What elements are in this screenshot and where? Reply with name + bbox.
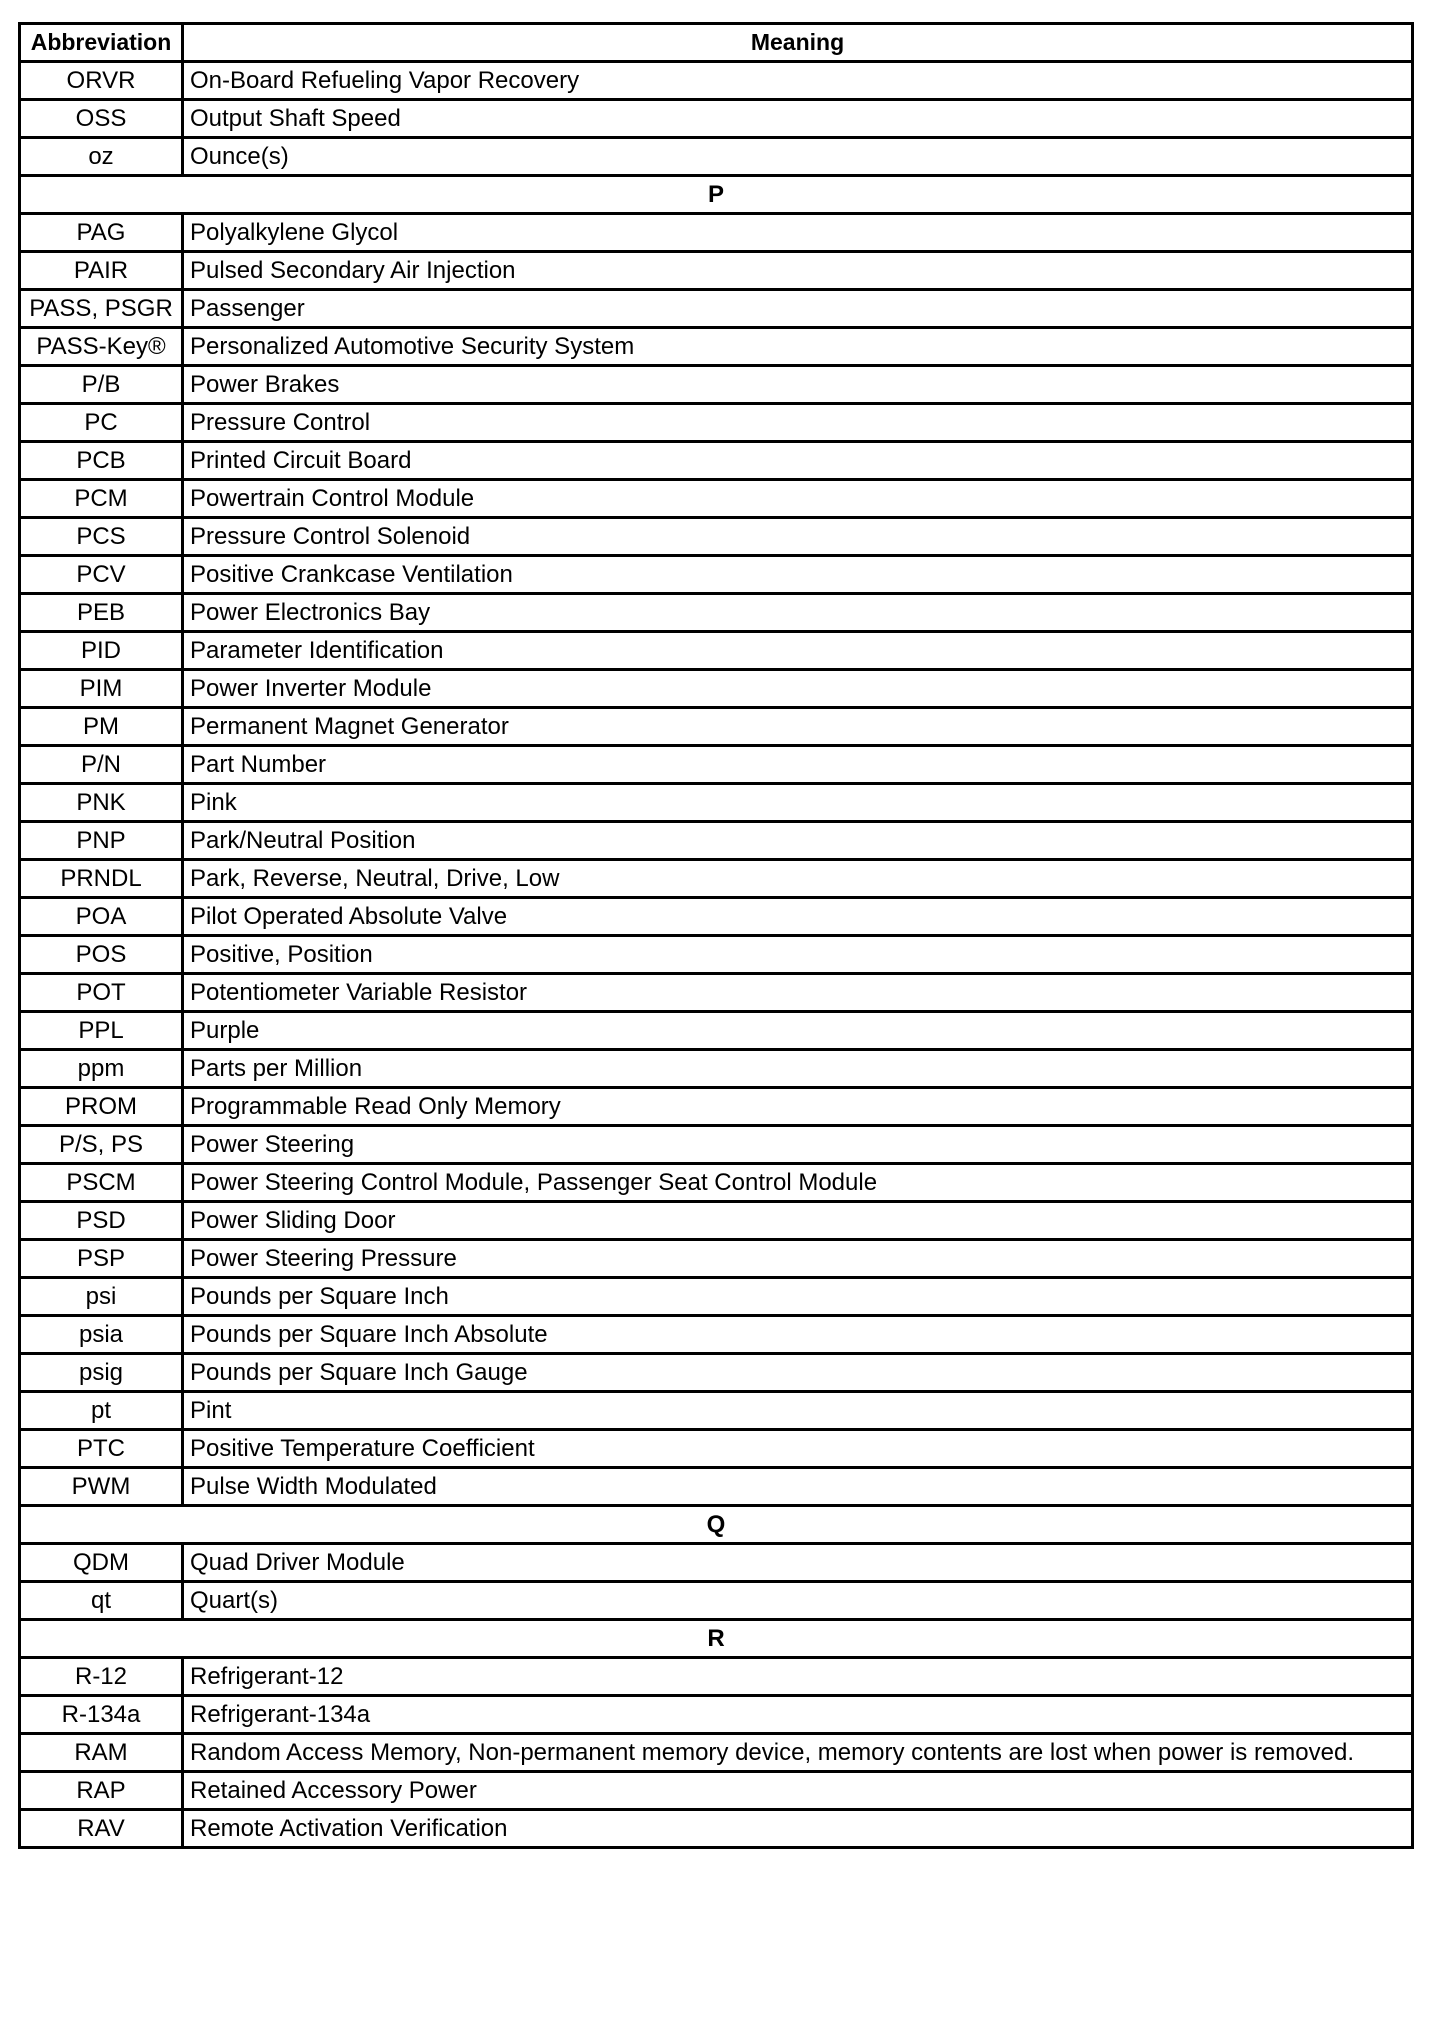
- column-header-meaning: Meaning: [183, 24, 1413, 62]
- table-row: [20, 974, 1413, 1012]
- meaning-cell: Parameter Identification: [183, 632, 1413, 670]
- abbreviation-cell: PTC: [20, 1430, 183, 1468]
- table-row: [20, 1088, 1413, 1126]
- abbreviation-cell: R-134a: [20, 1696, 183, 1734]
- meaning-cell: Quart(s): [183, 1582, 1413, 1620]
- abbreviation-cell: RAM: [20, 1734, 183, 1772]
- section-header-row: [20, 176, 1413, 214]
- table-row: [20, 100, 1413, 138]
- abbreviations-table: [18, 22, 1414, 1849]
- abbreviation-cell: PSCM: [20, 1164, 183, 1202]
- abbreviation-cell: PIM: [20, 670, 183, 708]
- meaning-cell: Park, Reverse, Neutral, Drive, Low: [183, 860, 1413, 898]
- header-row: [20, 24, 1413, 62]
- table-row: [20, 784, 1413, 822]
- table-row: [20, 822, 1413, 860]
- abbreviation-cell: P/S, PS: [20, 1126, 183, 1164]
- meaning-cell: Pressure Control Solenoid: [183, 518, 1413, 556]
- table-row: [20, 556, 1413, 594]
- meaning-cell: Output Shaft Speed: [183, 100, 1413, 138]
- table-row: [20, 1430, 1413, 1468]
- abbreviation-cell: PCV: [20, 556, 183, 594]
- section-header-row: [20, 1620, 1413, 1658]
- table-row: [20, 1658, 1413, 1696]
- table-row: [20, 860, 1413, 898]
- table-row: [20, 1126, 1413, 1164]
- meaning-cell: Pulse Width Modulated: [183, 1468, 1413, 1506]
- meaning-cell: Power Steering: [183, 1126, 1413, 1164]
- abbreviation-cell: PCB: [20, 442, 183, 480]
- abbreviation-cell: PAG: [20, 214, 183, 252]
- abbreviation-cell: PSD: [20, 1202, 183, 1240]
- meaning-cell: Pounds per Square Inch Absolute: [183, 1316, 1413, 1354]
- meaning-cell: Printed Circuit Board: [183, 442, 1413, 480]
- meaning-cell: Ounce(s): [183, 138, 1413, 176]
- abbreviation-cell: RAP: [20, 1772, 183, 1810]
- table-row: [20, 670, 1413, 708]
- section-header-row: [20, 1506, 1413, 1544]
- section-letter: R: [20, 1620, 1413, 1658]
- table-row: [20, 1202, 1413, 1240]
- table-row: [20, 480, 1413, 518]
- meaning-cell: Power Electronics Bay: [183, 594, 1413, 632]
- table-row: [20, 1544, 1413, 1582]
- abbreviation-cell: PPL: [20, 1012, 183, 1050]
- table-row: [20, 404, 1413, 442]
- meaning-cell: Positive Temperature Coefficient: [183, 1430, 1413, 1468]
- abbreviation-cell: PWM: [20, 1468, 183, 1506]
- table-row: [20, 252, 1413, 290]
- meaning-cell: Positive Crankcase Ventilation: [183, 556, 1413, 594]
- meaning-cell: Refrigerant-134a: [183, 1696, 1413, 1734]
- table-row: [20, 632, 1413, 670]
- meaning-cell: Remote Activation Verification: [183, 1810, 1413, 1848]
- table-row: [20, 1734, 1413, 1772]
- meaning-cell: Parts per Million: [183, 1050, 1413, 1088]
- table-row: [20, 442, 1413, 480]
- abbreviation-cell: ppm: [20, 1050, 183, 1088]
- table-row: [20, 1012, 1413, 1050]
- meaning-cell: Potentiometer Variable Resistor: [183, 974, 1413, 1012]
- meaning-cell: Power Inverter Module: [183, 670, 1413, 708]
- abbreviation-cell: PNP: [20, 822, 183, 860]
- abbreviation-cell: PNK: [20, 784, 183, 822]
- table-row: [20, 1772, 1413, 1810]
- abbreviation-cell: POA: [20, 898, 183, 936]
- abbreviation-cell: PAIR: [20, 252, 183, 290]
- table-row: [20, 1810, 1413, 1848]
- meaning-cell: Pilot Operated Absolute Valve: [183, 898, 1413, 936]
- meaning-cell: Power Steering Control Module, Passenger Seat Control Module: [183, 1164, 1413, 1202]
- table-row: [20, 708, 1413, 746]
- meaning-cell: Pressure Control: [183, 404, 1413, 442]
- meaning-cell: Purple: [183, 1012, 1413, 1050]
- abbreviation-cell: RAV: [20, 1810, 183, 1848]
- meaning-cell: Power Brakes: [183, 366, 1413, 404]
- abbreviation-cell: PID: [20, 632, 183, 670]
- abbreviation-cell: PASS, PSGR: [20, 290, 183, 328]
- table-row: [20, 1278, 1413, 1316]
- table-row: [20, 594, 1413, 632]
- abbreviation-cell: pt: [20, 1392, 183, 1430]
- abbreviation-cell: POS: [20, 936, 183, 974]
- meaning-cell: Pounds per Square Inch: [183, 1278, 1413, 1316]
- table-body: [20, 62, 1413, 1848]
- meaning-cell: Quad Driver Module: [183, 1544, 1413, 1582]
- meaning-cell: Programmable Read Only Memory: [183, 1088, 1413, 1126]
- abbreviation-cell: PROM: [20, 1088, 183, 1126]
- table-row: [20, 328, 1413, 366]
- meaning-cell: Part Number: [183, 746, 1413, 784]
- abbreviation-cell: psig: [20, 1354, 183, 1392]
- table-row: [20, 290, 1413, 328]
- meaning-cell: Pounds per Square Inch Gauge: [183, 1354, 1413, 1392]
- table-row: [20, 1164, 1413, 1202]
- abbreviation-cell: qt: [20, 1582, 183, 1620]
- section-letter: Q: [20, 1506, 1413, 1544]
- abbreviation-cell: PASS-Key®: [20, 328, 183, 366]
- table-row: [20, 1696, 1413, 1734]
- table-row: [20, 1316, 1413, 1354]
- abbreviation-cell: PC: [20, 404, 183, 442]
- abbreviation-cell: PCS: [20, 518, 183, 556]
- abbreviation-cell: P/B: [20, 366, 183, 404]
- abbreviation-cell: ORVR: [20, 62, 183, 100]
- abbreviation-cell: P/N: [20, 746, 183, 784]
- table-row: [20, 1050, 1413, 1088]
- abbreviation-cell: PEB: [20, 594, 183, 632]
- table-row: [20, 1582, 1413, 1620]
- table-row: [20, 138, 1413, 176]
- table-row: [20, 936, 1413, 974]
- abbreviation-cell: PCM: [20, 480, 183, 518]
- abbreviation-cell: oz: [20, 138, 183, 176]
- meaning-cell: Powertrain Control Module: [183, 480, 1413, 518]
- meaning-cell: Power Steering Pressure: [183, 1240, 1413, 1278]
- section-letter: P: [20, 176, 1413, 214]
- meaning-cell: On-Board Refueling Vapor Recovery: [183, 62, 1413, 100]
- table-row: [20, 1392, 1413, 1430]
- table-row: [20, 1354, 1413, 1392]
- table-row: [20, 366, 1413, 404]
- meaning-cell: Power Sliding Door: [183, 1202, 1413, 1240]
- abbreviation-cell: PRNDL: [20, 860, 183, 898]
- meaning-cell: Pink: [183, 784, 1413, 822]
- meaning-cell: Positive, Position: [183, 936, 1413, 974]
- abbreviation-cell: PSP: [20, 1240, 183, 1278]
- meaning-cell: Personalized Automotive Security System: [183, 328, 1413, 366]
- table-row: [20, 1468, 1413, 1506]
- meaning-cell: Refrigerant-12: [183, 1658, 1413, 1696]
- table-row: [20, 746, 1413, 784]
- meaning-cell: Polyalkylene Glycol: [183, 214, 1413, 252]
- table-row: [20, 214, 1413, 252]
- meaning-cell: Pulsed Secondary Air Injection: [183, 252, 1413, 290]
- table-row: [20, 1240, 1413, 1278]
- abbreviation-cell: OSS: [20, 100, 183, 138]
- meaning-cell: Passenger: [183, 290, 1413, 328]
- meaning-cell: Park/Neutral Position: [183, 822, 1413, 860]
- abbreviation-cell: PM: [20, 708, 183, 746]
- table-row: [20, 518, 1413, 556]
- table-row: [20, 62, 1413, 100]
- abbreviation-cell: psia: [20, 1316, 183, 1354]
- meaning-cell: Pint: [183, 1392, 1413, 1430]
- meaning-cell: Random Access Memory, Non-permanent memory device, memory contents are lost when power is removed.: [183, 1734, 1413, 1772]
- column-header-abbreviation: Abbreviation: [20, 24, 183, 62]
- meaning-cell: Retained Accessory Power: [183, 1772, 1413, 1810]
- table-row: [20, 898, 1413, 936]
- abbreviation-cell: POT: [20, 974, 183, 1012]
- abbreviation-cell: psi: [20, 1278, 183, 1316]
- meaning-cell: Permanent Magnet Generator: [183, 708, 1413, 746]
- abbreviation-cell: QDM: [20, 1544, 183, 1582]
- abbreviation-cell: R-12: [20, 1658, 183, 1696]
